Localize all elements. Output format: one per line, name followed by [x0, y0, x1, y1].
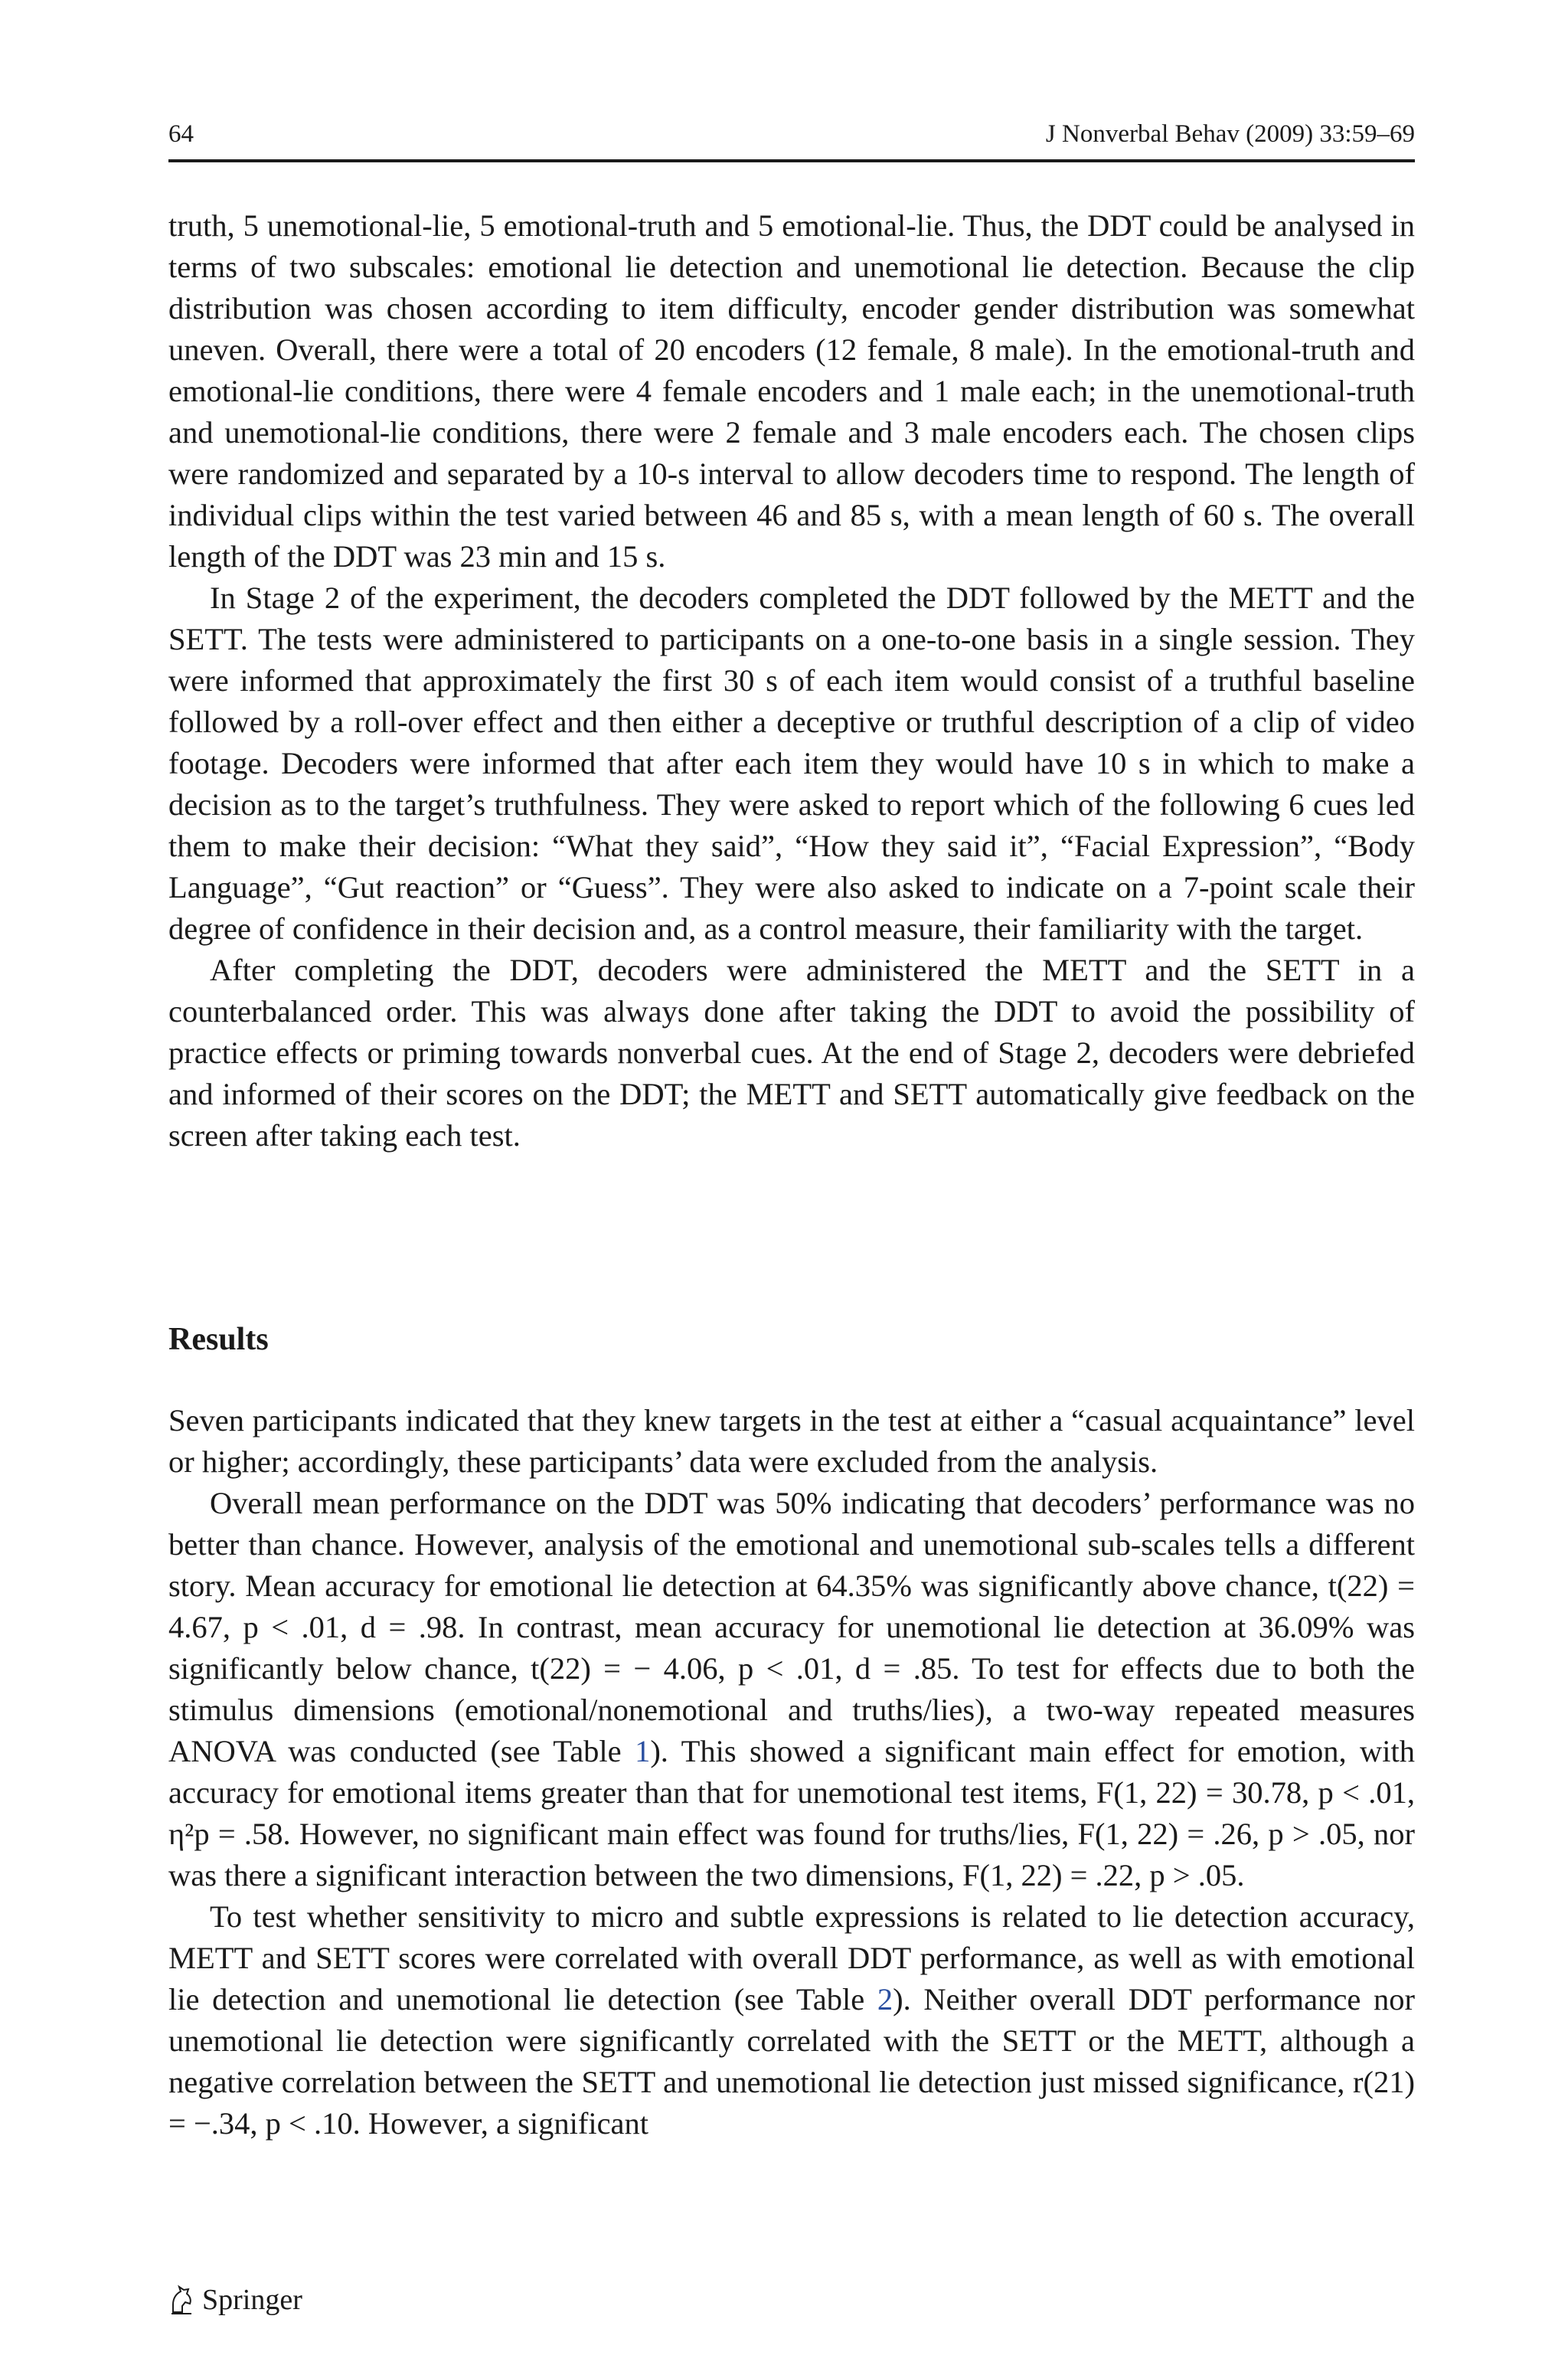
header-rule — [168, 159, 1415, 162]
paragraph: To test whether sensitivity to micro and subtle expressions is related to lie detection accuracy, METT and SETT scores were correlated with overall DDT performance, as well as with emotional lie detection and unemotional lie detection (see Table 2). Neither overall DDT performance nor unemotional lie detection were significantly correlated with the SETT or the METT, although a negative correlation between the SETT and unemotional lie detection just missed significance, r(21) = −.34, p < .10. However, a significant — [168, 1899, 1415, 2141]
paragraph: truth, 5 unemotional-lie, 5 emotional-truth and 5 emotional-lie. Thus, the DDT could be analysed in terms of two subscales: emotional lie detection and unemotional lie detection. Because the clip distribution was chosen according to item difficulty, encoder gender distribution was somewhat uneven. Overall, there were a total of 20 encoders (12 female, 8 male). In the emotional-truth and emotional-lie conditions, there were 4 female encoders and 1 male each; in the unemotional-truth and unemotional-lie conditions, there were 2 female and 3 male encoders each. The chosen clips were randomized and separated by a 10-s interval to allow decoders time to respond. The length of individual clips within the test varied between 46 and 85 s, with a mean length of 60 s. The overall length of the DDT was 23 min and 15 s. — [168, 208, 1415, 574]
springer-horse-icon — [168, 2285, 194, 2315]
page-number: 64 — [168, 120, 194, 148]
publisher-footer — [168, 2279, 302, 2321]
paragraph: Overall mean performance on the DDT was 50% indicating that decoders’ performance was no better than chance. However, analysis of the emotional and unemotional sub-scales tells a different story. Mean accuracy for emotional lie detection at 64.35% was significantly above chance, t(22) = 4.67, p < .01, d = .98. In contrast, mean accuracy for unemotional lie detection at 36.09% was significantly below chance, t(22) = − 4.06, p < .01, d = .85. To test for effects due to both the stimulus dimensions (emotional/nonemotional and truths/lies), a two-way repeated measures ANOVA was conducted (see Table 1). This showed a significant main effect for emotion, with accuracy for emotional items greater than that for unemotional test items, F(1, 22) = 30.78, p < .01, η²p = .58. However, no significant main effect was found for truths/lies, F(1, 22) = .26, p > .05, nor was there a significant interaction between the two dimensions, F(1, 22) = .22, p > .05. — [168, 1486, 1416, 1892]
statistic: r(21) = −.34, p < .10 — [168, 2065, 1415, 2141]
statistic: F(1, 22) = .26, p > .05 — [1077, 1817, 1357, 1851]
statistic: F(1, 22) = .22, p > .05 — [962, 1858, 1237, 1892]
paragraph: In Stage 2 of the experiment, the decoders completed the DDT followed by the METT and the SETT. The tests were administered to participants on a one-to-one basis in a single session. They were informed that approximately the first 30 s of each item would consist of a truthful baseline followed by a roll-over effect and then either a deceptive or truthful description of a clip of video footage. Decoders were informed that after each item they would have 10 s in which to make a decision as to the target’s truthfulness. They were asked to report which of the following 6 cues led them to make their decision: “What they said”, “How they said it”, “Facial Expression”, “Body Language”, “Gut reaction” or “Guess”. They were also asked to indicate on a 7-point scale their degree of confidence in their decision and, as a control measure, their familiarity with the target. — [168, 581, 1415, 946]
table-2-link[interactable]: 2 — [877, 1982, 893, 2017]
publisher-name: Springer — [202, 2284, 302, 2316]
results-section — [168, 1400, 1415, 2144]
paragraph: After completing the DDT, decoders were administered the METT and the SETT in a counterbalanced order. This was always done after taking the DDT to avoid the possibility of practice effects or priming towards nonverbal cues. At the end of Stage 2, decoders were debriefed and informed of their scores on the DDT; the METT and SETT automatically give feedback on the screen after taking each test. — [168, 953, 1415, 1153]
paragraph: Seven participants indicated that they knew targets in the test at either a “casual acquaintance” level or higher; accordingly, these participants’ data were excluded from the analysis. — [168, 1403, 1415, 1479]
running-head — [168, 115, 1415, 153]
table-1-link[interactable]: 1 — [635, 1734, 651, 1768]
methods-continued — [168, 205, 1415, 1156]
journal-citation: J Nonverbal Behav (2009) 33:59–69 — [1045, 120, 1415, 148]
statistic: F(1, 22) = 30.78, p < .01, η²p = .58 — [168, 1775, 1415, 1851]
section-heading-results: Results — [168, 1322, 269, 1357]
statistic: t(22) = − 4.06, p < .01, d = .85 — [531, 1651, 952, 1686]
statistic: t(22) = 4.67, p < .01, d = .98 — [168, 1568, 1415, 1644]
